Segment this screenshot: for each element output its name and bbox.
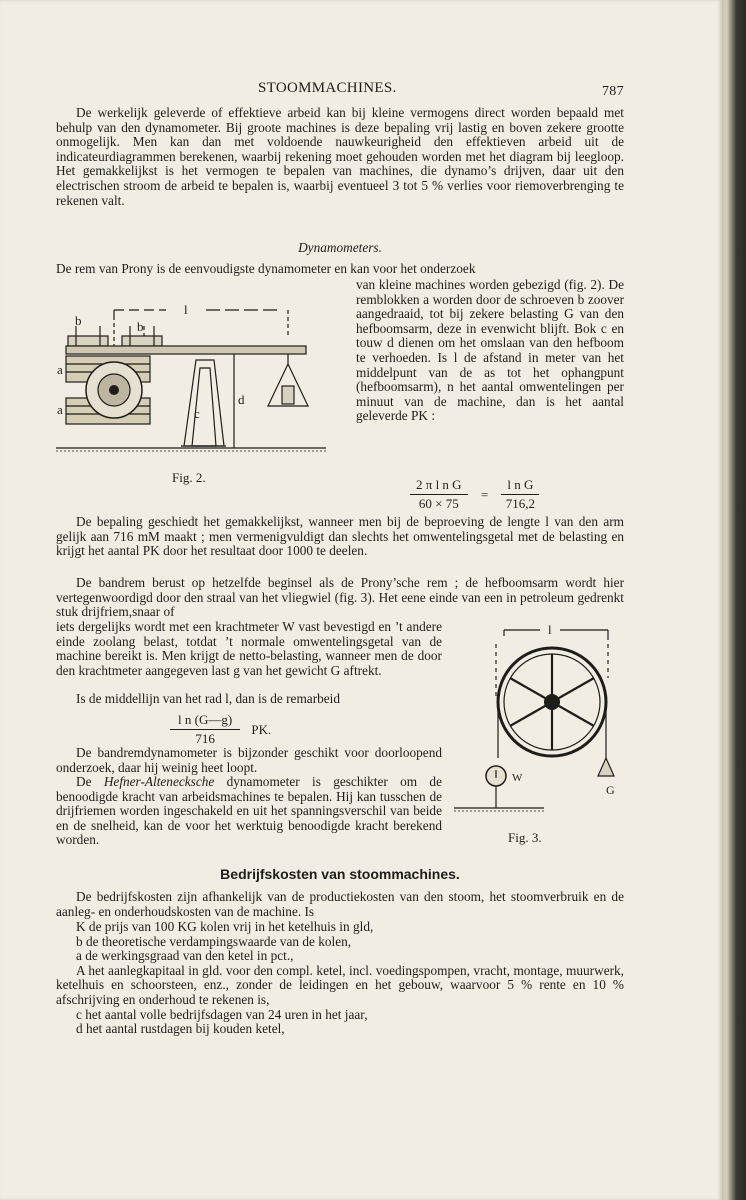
page-edge (722, 0, 746, 1200)
fig2-label-a-top: a (57, 362, 63, 377)
paragraph-band-brake: De bandrem berust op hetzelfde beginsel als de Prony’sche rem ; de hefboomsarm wordt hier vertegenwoordigd door den straal van het vliegwiel (fig. 3). Het eene einde van een in petroleum gedrenkt stuk drijfriem,snaar of (56, 575, 624, 620)
fig2-label-b-right: b (137, 319, 144, 334)
list-item-a: a de werkingsgraad van den ketel in pct., (76, 948, 294, 964)
paragraph-hefner (56, 775, 442, 848)
hefner-rest: dynamometer is geschikter om de benoodigde kracht van arbeidsmachines te bepalen. Hij kan tusschen de drijfriemen worden ingeschakeld en uit het spanningsverschil van beide en de snelheid, kan de voor het werktuig benoodigde kracht berekend worden. (56, 774, 442, 848)
subheading-dynamometers: Dynamometers. (298, 240, 382, 255)
formula2-unit: PK. (251, 721, 272, 737)
paragraph-effective-work (56, 106, 624, 208)
formula-left-fraction (410, 477, 468, 512)
figure-3-band-brake (452, 618, 632, 818)
formula2-numerator: l n (G—g) (170, 712, 240, 730)
formula-right-fraction (501, 477, 539, 512)
formula-equals: = (480, 486, 489, 502)
list-item-K: K de prijs van 100 KG kolen vrij in het ketelhuis in gld, (76, 919, 374, 934)
formula-left-numerator: 2 π l n G (410, 477, 468, 495)
formula-right-denominator: 716,2 (505, 496, 536, 511)
formula-right-numerator: l n G (501, 477, 539, 495)
paragraph-band-brake-dynamometer: De bandremdynamometer is bijzonder geschikt voor doorloopend onderzoek, daar hij weinig heet loopt. (56, 745, 442, 775)
paragraph-operating-costs: De bedrijfskosten zijn afhankelijk van de productiekosten van den stoom, het stoomverbruik en de aanleg- en onderhoudskosten van de machine. Is (56, 889, 624, 919)
section-heading-operating-costs: Bedrijfskosten van stoommachines. (220, 866, 460, 882)
paragraph-band-brake-continued: iets dergelijks wordt met een krachtmeter W vast bevestigd en ’t andere einde zoolang belast, totdat ’t normale omwentelingsgetal van de machine bereikt is. Men krijgt de netto-belasting, wanneer men de door den krachtmeter aangegeven last g van het gewicht G aftrekt. (56, 619, 442, 678)
paragraph-diameter: Is de middellijn van het rad l, dan is de remarbeid (76, 691, 341, 706)
fig2-label-d: d (238, 392, 245, 407)
formula-brake-work (170, 712, 370, 747)
formula-left-denominator: 60 × 75 (418, 496, 459, 511)
fig3-label-W: W (512, 772, 523, 784)
figure-3-caption: Fig. 3. (508, 830, 542, 845)
page-number: 787 (602, 84, 624, 99)
paragraph-prony-first-line: De rem van Prony is de eenvoudigste dynamometer en kan voor het onderzoek (56, 261, 476, 276)
list-item-d: d het aantal rustdagen bij kouden ketel, (76, 1021, 285, 1037)
paragraph-determination: De bepaling geschiedt het gemakkelijkst, wanneer men bij de beproeving de lengte l van den arm gelijk aan 716 mM maakt ; men vermenigvuldigt dan slechts het omwentelingsgetal met de belasting en krijgt het aantal PK door het resultaat door 1000 te deelen. (56, 514, 624, 559)
figure-2-prony-brake (56, 298, 346, 463)
fig3-label-l: l (548, 622, 552, 637)
paragraph-prony-right-column: van kleine machines worden gebezigd (fig. 2). De remblokken a worden door de schroeven b zoover aangedraaid, tot bij zekere belasting G van den hefboomsarm, deze in evenwicht blijft. Bok c en touw d dienen om het omslaan van den hefboom te verhoeden. Is l de afstand in meter van het middelpunt van de as tot het ophangpunt (hefboomsarm), n het aantal omwentelingen per minuut van de machine, dan is het aantal geleverde PK : (356, 277, 624, 424)
fig2-label-a-bottom: a (57, 402, 63, 417)
hefner-name: Hefner-Altenecksche (103, 774, 215, 789)
formula2-denominator: 716 (195, 731, 215, 746)
fig2-label-c: c (194, 406, 200, 421)
formula-pk-prony (410, 477, 630, 512)
list-item-b: b de theoretische verdampingswaarde van de kolen, (76, 933, 352, 949)
hefner-lead: De (76, 774, 104, 789)
paragraph-text: De werkelijk geleverde of effektieve arbeid kan bij kleine vermogens direct worden bepaald met behulp van den dynamometer. Bij groote machines is deze bepaling vrij lastig en boven zekere grootte onmogelijk. Men kan dan met voldoende nauwkeurigheid den effektieven arbeid uit de indicateurdiagrammen berekenen, waarbij rekening moet gehouden worden met het diagram bij leegloop. Het gemakkelijkst is het vermogen te bepalen van machines, die dynamo’s drijven, daar uit den electrischen stroom de arbeid te bepalen is, waarbij eventueel 3 tot 5 % verlies voor riemoverbrenging te rekenen valt. (56, 105, 624, 208)
list-item-A: A het aanlegkapitaal in gld. voor den compl. ketel, incl. voedingspompen, vracht, montage, muurwerk, ketelhuis en schoorsteen, enz., zonder de leidingen en het gebouw, waarvoor 5 % rente en 10 % afschrijving en onderhoud te rekenen is, (56, 962, 624, 1007)
formula2-fraction (170, 712, 240, 747)
fig2-label-b-left: b (75, 313, 82, 328)
list-item-c: c het aantal volle bedrijfsdagen van 24 uren in het jaar, (76, 1006, 368, 1022)
fig2-label-l: l (184, 302, 188, 317)
fig3-label-G: G (606, 783, 615, 797)
variable-list (56, 920, 624, 1037)
figure-2-caption: Fig. 2. (172, 470, 206, 485)
running-head-title: STOOMMACHINES. (258, 80, 397, 96)
